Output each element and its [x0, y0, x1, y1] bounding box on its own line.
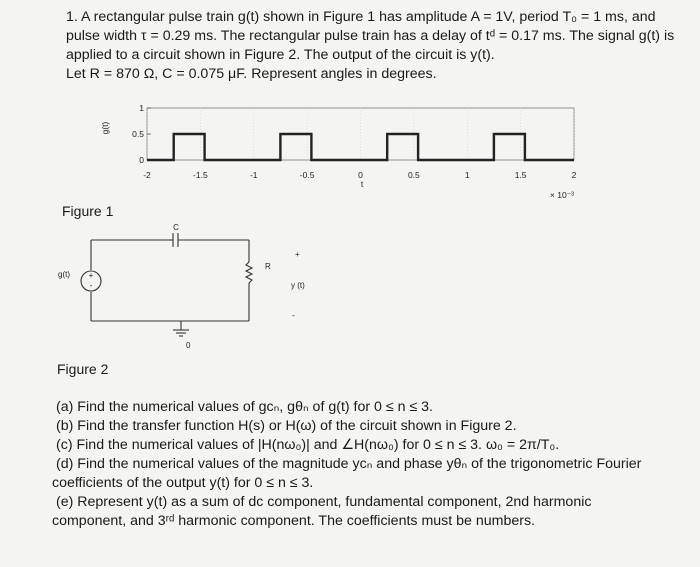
x-tick-label: 0.5 — [407, 170, 420, 180]
source-minus: - — [89, 281, 93, 290]
question-b: (b) Find the transfer function H(s) or H(ω) of the circuit shown in Figure 2. — [56, 418, 517, 434]
x-tick-label: 2 — [571, 170, 577, 180]
source-label: g(t) — [58, 270, 70, 279]
figure2-caption: Figure 2 — [57, 361, 109, 377]
output-minus: - — [292, 311, 295, 320]
x-tick-label: -1.5 — [193, 170, 208, 180]
y-axis-label: g(t) — [100, 121, 110, 135]
figure1-caption: Figure 1 — [62, 203, 114, 219]
source-plus: + — [88, 271, 94, 280]
x-tick-label: 1.5 — [514, 170, 527, 180]
output-plus: + — [295, 250, 300, 259]
x-tick-label: -2 — [143, 170, 151, 180]
resistor-label: R — [265, 262, 271, 271]
x-tick-label: -0.5 — [299, 170, 315, 180]
problem-line-2: pulse width τ = 0.29 ms. The rectangular pulse train has a delay of tᵈ = 0.17 ms. The signal g(t) is — [66, 28, 675, 44]
question-list — [52, 398, 700, 531]
x-ticks — [143, 108, 576, 180]
question-e-line2: component, and 3ʳᵈ harmonic component. The coefficients must be numbers. — [52, 513, 535, 529]
y-tick-label: 0.5 — [132, 129, 144, 139]
y-tick-label: 0 — [139, 155, 144, 165]
question-d-line2: coefficients of the output y(t) for 0 ≤ n ≤ 3. — [52, 475, 314, 491]
y-tick-label: 1 — [139, 103, 144, 113]
x-axis-exponent: × 10⁻³ — [549, 190, 574, 200]
problem-line-4: Let R = 870 Ω, C = 0.075 μF. Represent angles in degrees. — [66, 66, 437, 82]
question-d-line1: (d) Find the numerical values of the magnitude ycₙ and phase yθₙ of the trigonometric Fourier — [56, 456, 642, 472]
x-tick-label: 1 — [464, 170, 470, 180]
question-c: (c) Find the numerical values of |H(nω₀)| and ∠H(nω₀) for 0 ≤ n ≤ 3. ω₀ = 2π/T₀. — [56, 437, 560, 453]
problem-line-3: applied to a circuit shown in Figure 2. The output of the circuit is y(t). — [66, 47, 495, 63]
question-a: (a) Find the numerical values of gcₙ, gθₙ of g(t) for 0 ≤ n ≤ 3. — [56, 399, 434, 415]
x-tick-label: 0 — [358, 170, 363, 180]
figure1-plot — [100, 103, 577, 200]
output-label: y (t) — [291, 281, 305, 290]
x-tick-label: -1 — [249, 170, 258, 180]
capacitor-label: C — [173, 223, 179, 232]
y-ticks — [132, 103, 151, 165]
x-axis-label: t — [360, 179, 364, 189]
question-e-line1: (e) Represent y(t) as a sum of dc component, fundamental component, 2nd harmonic — [56, 494, 592, 510]
figure2-circuit — [81, 233, 252, 336]
problem-line-1: 1. A rectangular pulse train g(t) shown in Figure 1 has amplitude A = 1V, period T₀ = 1 ms, and — [66, 9, 656, 25]
resistor-icon — [246, 262, 252, 283]
ground-label: 0 — [186, 341, 191, 350]
